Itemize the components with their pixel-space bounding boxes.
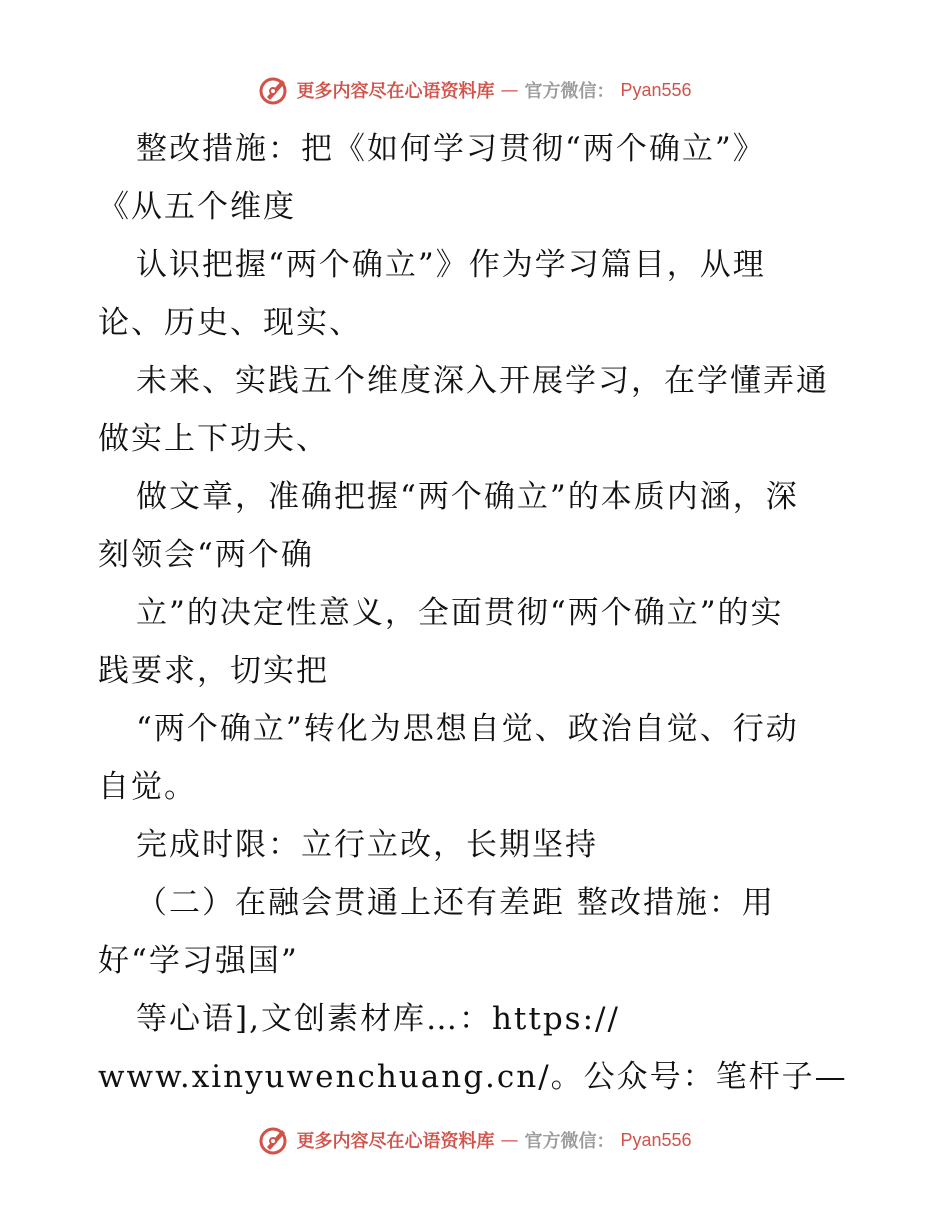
body-line: “两个确立”转化为思想自觉、政治自觉、行动 — [136, 711, 799, 747]
pen-logo-icon — [258, 74, 290, 106]
body-line: www.xinyuwenchuang.cn/。公众号：笔杆子— — [98, 1059, 848, 1095]
body-line: 《从五个维度 — [98, 189, 296, 225]
body-line: 完成时限：立行立改，长期坚持 — [136, 827, 598, 863]
body-line: 做文章，准确把握“两个确立”的本质内涵，深 — [136, 479, 799, 515]
banner-wechat-label: 官方微信： — [524, 81, 615, 102]
banner-lead-text: 更多内容尽在心语资料库 — [296, 81, 495, 102]
banner-lead-text: 更多内容尽在心语资料库 — [296, 1131, 495, 1152]
body-line: 自觉。 — [98, 769, 197, 805]
banner-wechat-handle: Pyan556 — [620, 1129, 692, 1150]
body-line: 论、历史、现实、 — [98, 305, 362, 341]
body-line: 践要求，切实把 — [98, 653, 329, 689]
body-line: 整改措施：把《如何学习贯彻“两个确立”》 — [136, 131, 766, 167]
body-line: 认识把握“两个确立”》作为学习篇目，从理 — [136, 247, 766, 283]
body-line: （二）在融会贯通上还有差距 整改措施：用 — [136, 885, 775, 921]
banner-separator: — — [500, 1129, 519, 1151]
banner-separator: — — [500, 79, 519, 101]
banner-wechat-handle: Pyan556 — [620, 79, 692, 100]
body-line: 好“学习强国” — [98, 943, 299, 979]
footer-banner — [0, 1120, 950, 1160]
body-line: 等心语],文创素材库…：https:// — [136, 1001, 620, 1037]
banner-wechat-label: 官方微信： — [524, 1131, 615, 1152]
body-line: 未来、实践五个维度深入开展学习，在学懂弄通 — [136, 363, 829, 399]
body-line: 刻领会“两个确 — [98, 537, 314, 573]
pen-logo-icon — [258, 1124, 290, 1156]
document-body — [98, 120, 868, 1106]
body-line: 做实上下功夫、 — [98, 421, 329, 457]
body-line: 立”的决定性意义，全面贯彻“两个确立”的实 — [136, 595, 784, 631]
header-banner — [0, 70, 950, 110]
